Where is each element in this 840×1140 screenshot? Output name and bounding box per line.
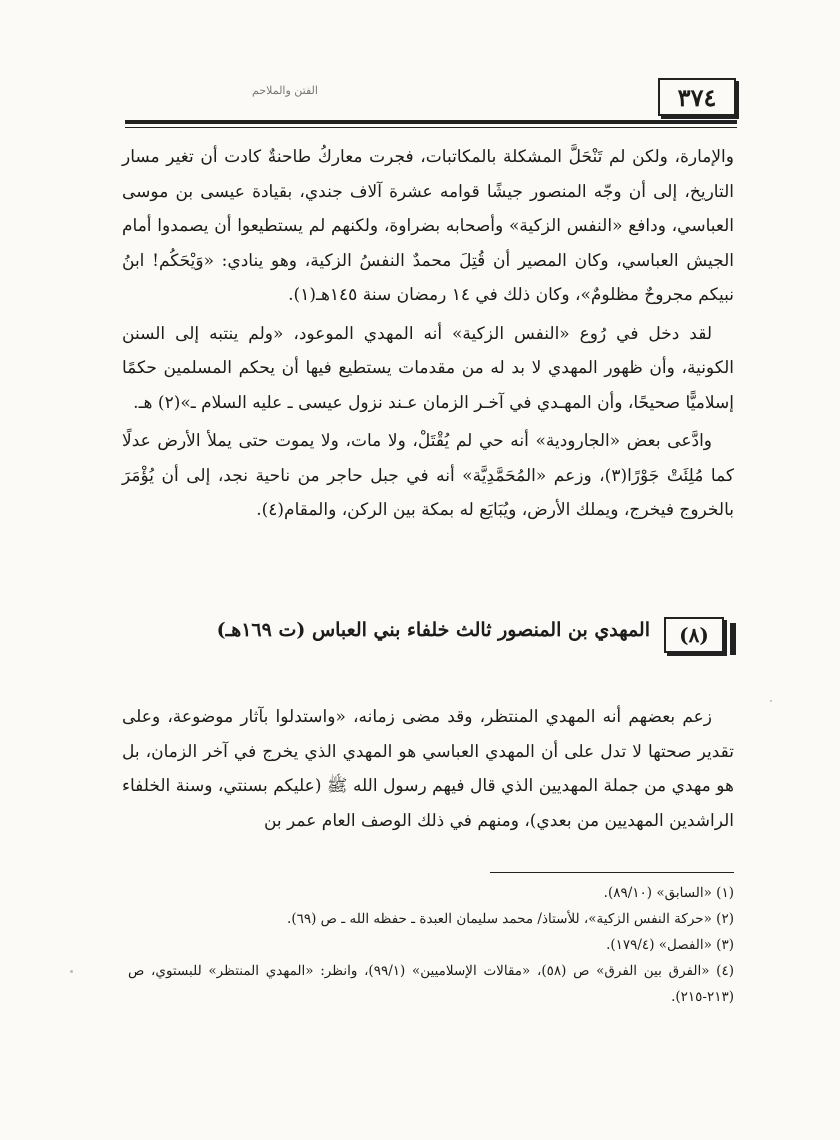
body-text-bottom — [122, 700, 734, 838]
footnotes — [128, 880, 734, 1010]
paragraph: لقد دخل في رُوع «النفس الزكية» أنه المهدي الموعود، «ولم ينتبه إلى السنن الكونية، وأن ظهور المهدي لا بد له من مقدمات يستطيع فيها أن يحكم المسلمين حكمًا إسلاميًّا صحيحًا، وأن المهـدي في آخـر الزمان عـند نزول عيسى ـ عليه السلام ـ»(٢) هـ. — [122, 323, 734, 413]
heading-bar — [730, 623, 736, 655]
footnote: (٣) «الفصل» (١٧٩/٤). — [606, 937, 734, 953]
footnote: (٢) «حركة النفس الزكية»، للأستاذ/ محمد سليمان العبدة ـ حفظه الله ـ ص (٦٩). — [287, 911, 734, 927]
paper-speck — [770, 700, 772, 702]
body-text-top — [122, 140, 734, 528]
paper-speck — [70, 970, 73, 973]
running-head: الفتن والملاحم — [252, 84, 318, 97]
section-title: المهدي بن المنصور ثالث خلفاء بني العباس (ت ١٦٩هـ) — [216, 619, 650, 641]
paragraph: زعم بعضهم أنه المهدي المنتظر، وقد مضى زمانه، «واستدلوا بآثار موضوعة، وعلى تقدير صحتها لا تدل على أن المهدي العباسي هو المهدي الذي يخرج في آخر الزمان، بل هو مهدي من جملة المهديين الذي قال فيهم رسول الله ﷺ (عليكم بسنتي، وسنة الخلفاء الراشدين المهديين من بعدي)، ومنهم في ذلك الوصف العام عمر بن — [122, 707, 734, 831]
header-rule-thick — [125, 120, 737, 124]
paragraph: وادَّعى بعض «الجارودية» أنه حي لم يُقْتَلْ، ولا مات، ولا يموت حتى يملأ الأرض عدلًا كما مُلِئَتْ جَوْرًا(٣)، وزعم «المُحَمَّدِيَّة» أنه في جبل حاجر من ناحية نجد، إلى أن يُؤْمَرَ بالخروج فيخرج، ويملك الأرض، ويُبَايَع له بمكة بين الركن، والمقام(٤). — [122, 431, 734, 520]
section-heading — [128, 611, 736, 657]
header-rule-thin — [125, 127, 737, 128]
page-number: ٣٧٤ — [658, 78, 736, 116]
footnote-separator — [490, 872, 734, 873]
footnote: (١) «السابق» (٨٩/١٠). — [603, 885, 734, 901]
section-number: (٨) — [664, 617, 724, 653]
paragraph: والإمارة، ولكن لم تَنْحَلَّ المشكلة بالمكاتبات، فجرت معاركُ طاحنةٌ كادت أن تغير مسار التاريخ، إلى أن وجّه المنصور جيشًا قوامه عشرة آلاف جندي، بقيادة عيسى بن موسى العباسي، ودافع «النفس الزكية» وأصحابه بضراوة، ولكنهم لم يستطيعوا أن يصمدوا أمام الجيش العباسي، وكان المصير أن قُتِلَ محمدٌ النفسُ الزكية، وهو ينادي: «وَيْحَكُم! ابنُ نبيكم مجروحٌ مظلومٌ»، وكان ذلك في ١٤ رمضان سنة ١٤٥هـ(١). — [122, 147, 734, 305]
footnote: (٤) «الفرق بين الفرق» ص (٥٨)، «مقالات الإسلاميين» (٩٩/١)، وانظر: «المهدي المنتظر» للبستوي، ص (٢١٣-٢١٥). — [128, 963, 735, 1005]
